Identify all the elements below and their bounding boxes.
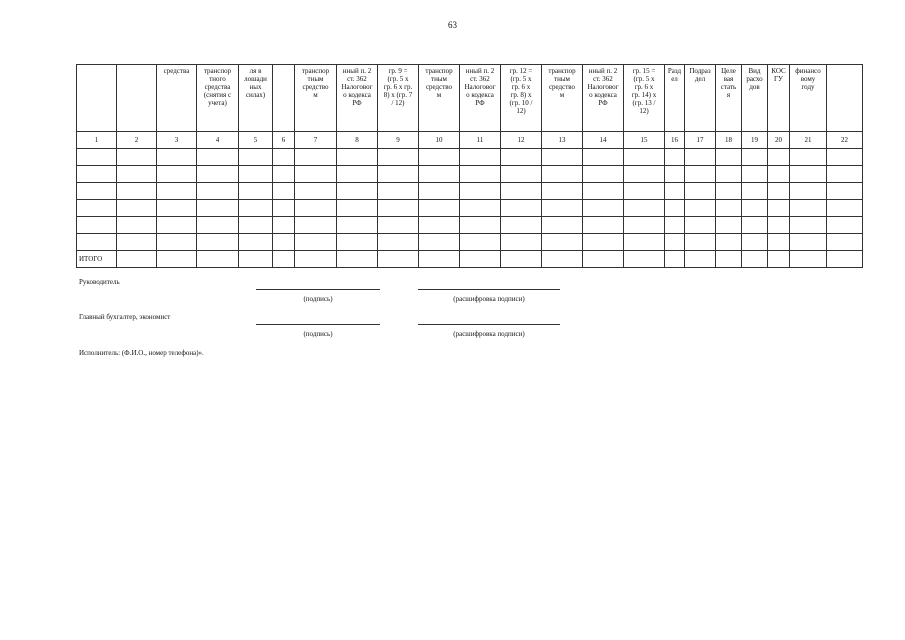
table-cell[interactable] bbox=[685, 183, 716, 200]
table-row bbox=[77, 149, 863, 166]
table-cell[interactable] bbox=[337, 200, 378, 217]
table-cell[interactable] bbox=[742, 234, 768, 251]
table-cell[interactable] bbox=[542, 166, 583, 183]
table-cell[interactable] bbox=[685, 149, 716, 166]
header-row bbox=[77, 65, 863, 132]
table-cell[interactable] bbox=[273, 200, 295, 217]
table-cell[interactable] bbox=[157, 149, 197, 166]
header-cell bbox=[77, 65, 117, 132]
head-signature-line bbox=[256, 289, 380, 290]
table-row bbox=[77, 166, 863, 183]
column-number-cell: 20 bbox=[768, 132, 790, 149]
table-cell[interactable] bbox=[378, 234, 419, 251]
table-cell[interactable] bbox=[501, 183, 542, 200]
table-cell[interactable] bbox=[197, 217, 239, 234]
table-cell[interactable] bbox=[419, 149, 460, 166]
table-cell[interactable] bbox=[624, 149, 665, 166]
total-cell[interactable] bbox=[716, 251, 742, 268]
column-number-cell: 8 bbox=[337, 132, 378, 149]
column-number-cell: 19 bbox=[742, 132, 768, 149]
table-cell[interactable] bbox=[685, 166, 716, 183]
total-cell[interactable] bbox=[768, 251, 790, 268]
total-cell[interactable] bbox=[665, 251, 685, 268]
table-cell[interactable] bbox=[624, 234, 665, 251]
total-cell[interactable] bbox=[583, 251, 624, 268]
table-cell[interactable] bbox=[501, 217, 542, 234]
table-cell[interactable] bbox=[685, 200, 716, 217]
column-number-cell: 1 bbox=[77, 132, 117, 149]
total-cell[interactable] bbox=[685, 251, 716, 268]
column-number-cell: 16 bbox=[665, 132, 685, 149]
total-cell[interactable] bbox=[790, 251, 827, 268]
column-number-cell: 11 bbox=[460, 132, 501, 149]
column-number-cell: 18 bbox=[716, 132, 742, 149]
table-cell[interactable] bbox=[716, 183, 742, 200]
table-cell[interactable] bbox=[716, 200, 742, 217]
head-label: Руководитель bbox=[79, 278, 120, 286]
table-cell[interactable] bbox=[239, 217, 273, 234]
table-cell[interactable] bbox=[157, 217, 197, 234]
table-cell[interactable] bbox=[460, 149, 501, 166]
table-cell[interactable] bbox=[542, 217, 583, 234]
table-cell[interactable] bbox=[790, 149, 827, 166]
header-cell: транспор тным средство м bbox=[542, 65, 583, 132]
total-cell[interactable] bbox=[742, 251, 768, 268]
table-cell[interactable] bbox=[460, 166, 501, 183]
table-cell[interactable] bbox=[337, 166, 378, 183]
table-cell[interactable] bbox=[827, 234, 863, 251]
table-cell[interactable] bbox=[742, 149, 768, 166]
table-cell[interactable] bbox=[685, 217, 716, 234]
header-cell: Целе вая стать я bbox=[716, 65, 742, 132]
column-number-cell: 14 bbox=[583, 132, 624, 149]
table-cell[interactable] bbox=[742, 183, 768, 200]
table-cell[interactable] bbox=[542, 234, 583, 251]
table-cell[interactable] bbox=[768, 149, 790, 166]
header-cell bbox=[117, 65, 157, 132]
header-cell: нный п. 2 ст. 362 Налоговог о кодекса РФ bbox=[337, 65, 378, 132]
table-cell[interactable] bbox=[827, 166, 863, 183]
table-row bbox=[77, 234, 863, 251]
table-cell[interactable] bbox=[665, 166, 685, 183]
table-cell[interactable] bbox=[117, 183, 157, 200]
table-cell[interactable] bbox=[768, 200, 790, 217]
table-cell[interactable] bbox=[77, 217, 117, 234]
head-decoding-caption: (расшифровка подписи) bbox=[453, 295, 525, 303]
table-cell[interactable] bbox=[827, 183, 863, 200]
table-cell[interactable] bbox=[378, 183, 419, 200]
table-cell[interactable] bbox=[790, 234, 827, 251]
table-cell[interactable] bbox=[665, 183, 685, 200]
table-cell[interactable] bbox=[665, 217, 685, 234]
table-cell[interactable] bbox=[790, 166, 827, 183]
table-cell[interactable] bbox=[295, 217, 337, 234]
table-cell[interactable] bbox=[419, 217, 460, 234]
table-cell[interactable] bbox=[716, 217, 742, 234]
table-cell[interactable] bbox=[742, 166, 768, 183]
tax-calculation-table bbox=[76, 64, 863, 268]
table-cell[interactable] bbox=[790, 183, 827, 200]
table-cell[interactable] bbox=[583, 149, 624, 166]
table-cell[interactable] bbox=[460, 234, 501, 251]
table-cell[interactable] bbox=[273, 149, 295, 166]
table-row bbox=[77, 217, 863, 234]
header-cell: транспор тным средство м bbox=[419, 65, 460, 132]
table-cell[interactable] bbox=[583, 234, 624, 251]
column-number-cell: 10 bbox=[419, 132, 460, 149]
table-cell[interactable] bbox=[77, 200, 117, 217]
table-cell[interactable] bbox=[157, 166, 197, 183]
total-cell[interactable] bbox=[542, 251, 583, 268]
table-cell[interactable] bbox=[742, 217, 768, 234]
header-cell: Вид расхо дов bbox=[742, 65, 768, 132]
header-cell: гр. 15 = (гр. 5 х гр. 6 х гр. 14) х (гр. 13 / 12) bbox=[624, 65, 665, 132]
accountant-decoding-line bbox=[418, 324, 560, 325]
table-cell[interactable] bbox=[768, 217, 790, 234]
total-label: ИТОГО bbox=[77, 251, 117, 268]
table-cell[interactable] bbox=[742, 200, 768, 217]
table-cell[interactable] bbox=[624, 217, 665, 234]
column-number-cell: 5 bbox=[239, 132, 273, 149]
table-cell[interactable] bbox=[583, 200, 624, 217]
header-cell bbox=[827, 65, 863, 132]
table-cell[interactable] bbox=[378, 217, 419, 234]
accountant-decoding-caption: (расшифровка подписи) bbox=[453, 330, 525, 338]
table-cell[interactable] bbox=[624, 166, 665, 183]
total-cell[interactable] bbox=[239, 251, 273, 268]
total-cell[interactable] bbox=[624, 251, 665, 268]
table-cell[interactable] bbox=[542, 200, 583, 217]
table-cell[interactable] bbox=[790, 200, 827, 217]
table-cell[interactable] bbox=[117, 234, 157, 251]
table-cell[interactable] bbox=[827, 217, 863, 234]
column-number-cell: 9 bbox=[378, 132, 419, 149]
total-cell[interactable] bbox=[460, 251, 501, 268]
total-cell[interactable] bbox=[273, 251, 295, 268]
table-row bbox=[77, 200, 863, 217]
table-cell[interactable] bbox=[295, 200, 337, 217]
total-cell[interactable] bbox=[337, 251, 378, 268]
table-cell[interactable] bbox=[157, 200, 197, 217]
header-cell: нный п. 2 ст. 362 Налоговог о кодекса РФ bbox=[460, 65, 501, 132]
table-cell[interactable] bbox=[378, 149, 419, 166]
table-cell[interactable] bbox=[419, 234, 460, 251]
table-cell[interactable] bbox=[665, 149, 685, 166]
column-number-cell: 17 bbox=[685, 132, 716, 149]
column-number-cell: 12 bbox=[501, 132, 542, 149]
column-number-cell: 2 bbox=[117, 132, 157, 149]
table-cell[interactable] bbox=[460, 217, 501, 234]
table-cell[interactable] bbox=[624, 200, 665, 217]
total-cell[interactable] bbox=[117, 251, 157, 268]
executor-line: Исполнитель: (Ф.И.О., номер телефона)». bbox=[79, 349, 204, 357]
table-cell[interactable] bbox=[77, 166, 117, 183]
table-cell[interactable] bbox=[337, 234, 378, 251]
table-cell[interactable] bbox=[378, 200, 419, 217]
table-cell[interactable] bbox=[117, 149, 157, 166]
page-number: 63 bbox=[448, 20, 457, 30]
table-cell[interactable] bbox=[197, 149, 239, 166]
total-cell[interactable] bbox=[295, 251, 337, 268]
column-number-row bbox=[77, 132, 863, 149]
table-cell[interactable] bbox=[273, 183, 295, 200]
table-cell[interactable] bbox=[624, 183, 665, 200]
table-cell[interactable] bbox=[583, 166, 624, 183]
total-cell[interactable] bbox=[827, 251, 863, 268]
header-cell: транспор тным средство м bbox=[295, 65, 337, 132]
table-cell[interactable] bbox=[239, 183, 273, 200]
column-number-cell: 13 bbox=[542, 132, 583, 149]
column-number-cell: 22 bbox=[827, 132, 863, 149]
header-cell: Разд ел bbox=[665, 65, 685, 132]
column-number-cell: 15 bbox=[624, 132, 665, 149]
table-cell[interactable] bbox=[501, 149, 542, 166]
total-cell[interactable] bbox=[157, 251, 197, 268]
head-signature-caption: (подпись) bbox=[303, 295, 333, 303]
table-cell[interactable] bbox=[273, 166, 295, 183]
header-cell: финансо вому году bbox=[790, 65, 827, 132]
accountant-signature-caption: (подпись) bbox=[303, 330, 333, 338]
table-cell[interactable] bbox=[117, 217, 157, 234]
table-cell[interactable] bbox=[295, 166, 337, 183]
table-cell[interactable] bbox=[295, 234, 337, 251]
table-cell[interactable] bbox=[239, 166, 273, 183]
column-number-cell: 4 bbox=[197, 132, 239, 149]
total-cell[interactable] bbox=[197, 251, 239, 268]
total-cell[interactable] bbox=[378, 251, 419, 268]
table-cell[interactable] bbox=[239, 200, 273, 217]
table-cell[interactable] bbox=[197, 166, 239, 183]
table-cell[interactable] bbox=[117, 166, 157, 183]
table-cell[interactable] bbox=[716, 149, 742, 166]
table-row bbox=[77, 183, 863, 200]
total-cell[interactable] bbox=[501, 251, 542, 268]
table-cell[interactable] bbox=[768, 166, 790, 183]
table-cell[interactable] bbox=[419, 200, 460, 217]
table-cell[interactable] bbox=[827, 149, 863, 166]
table-cell[interactable] bbox=[583, 217, 624, 234]
header-cell: Подраз дел bbox=[685, 65, 716, 132]
table-cell[interactable] bbox=[501, 234, 542, 251]
table-cell[interactable] bbox=[337, 183, 378, 200]
table-cell[interactable] bbox=[295, 149, 337, 166]
table-cell[interactable] bbox=[239, 234, 273, 251]
table-cell[interactable] bbox=[157, 183, 197, 200]
table-cell[interactable] bbox=[273, 217, 295, 234]
table-cell[interactable] bbox=[77, 234, 117, 251]
header-cell: транспор тного средства (снятия с учета) bbox=[197, 65, 239, 132]
header-cell: ля в лошади ных силах) bbox=[239, 65, 273, 132]
table-cell[interactable] bbox=[117, 200, 157, 217]
column-number-cell: 6 bbox=[273, 132, 295, 149]
column-number-cell: 7 bbox=[295, 132, 337, 149]
table-cell[interactable] bbox=[768, 234, 790, 251]
table-cell[interactable] bbox=[716, 166, 742, 183]
column-number-cell: 21 bbox=[790, 132, 827, 149]
table-cell[interactable] bbox=[337, 217, 378, 234]
table-cell[interactable] bbox=[827, 200, 863, 217]
header-cell: гр. 12 = (гр. 5 х гр. 6 х гр. 8) х (гр. 10 / 12) bbox=[501, 65, 542, 132]
table-cell[interactable] bbox=[419, 183, 460, 200]
table-cell[interactable] bbox=[197, 183, 239, 200]
table-cell[interactable] bbox=[768, 183, 790, 200]
head-decoding-line bbox=[418, 289, 560, 290]
table-cell[interactable] bbox=[460, 183, 501, 200]
table-cell[interactable] bbox=[790, 217, 827, 234]
total-cell[interactable] bbox=[419, 251, 460, 268]
table-cell[interactable] bbox=[542, 149, 583, 166]
table-cell[interactable] bbox=[197, 234, 239, 251]
header-cell: гр. 9 = (гр. 5 х гр. 6 х гр. 8) х (гр. 7 / 12) bbox=[378, 65, 419, 132]
header-cell: КОС ГУ bbox=[768, 65, 790, 132]
table-cell[interactable] bbox=[583, 183, 624, 200]
table-cell[interactable] bbox=[716, 234, 742, 251]
table-cell[interactable] bbox=[295, 183, 337, 200]
table-cell[interactable] bbox=[460, 200, 501, 217]
total-row bbox=[77, 251, 863, 268]
header-cell: средства bbox=[157, 65, 197, 132]
header-cell bbox=[273, 65, 295, 132]
accountant-signature-line bbox=[256, 324, 380, 325]
table-cell[interactable] bbox=[501, 166, 542, 183]
table-cell[interactable] bbox=[239, 149, 273, 166]
table-cell[interactable] bbox=[197, 200, 239, 217]
table-cell[interactable] bbox=[665, 200, 685, 217]
table-cell[interactable] bbox=[77, 183, 117, 200]
column-number-cell: 3 bbox=[157, 132, 197, 149]
table-cell[interactable] bbox=[665, 234, 685, 251]
table-cell[interactable] bbox=[77, 149, 117, 166]
table-cell[interactable] bbox=[542, 183, 583, 200]
table-cell[interactable] bbox=[378, 166, 419, 183]
header-cell: нный п. 2 ст. 362 Налоговог о кодекса РФ bbox=[583, 65, 624, 132]
chief-accountant-label: Главный бухгалтер, экономист bbox=[79, 313, 171, 321]
table-cell[interactable] bbox=[501, 200, 542, 217]
table-cell[interactable] bbox=[685, 234, 716, 251]
table-cell[interactable] bbox=[273, 234, 295, 251]
table-cell[interactable] bbox=[157, 234, 197, 251]
table-cell[interactable] bbox=[419, 166, 460, 183]
table-cell[interactable] bbox=[337, 149, 378, 166]
